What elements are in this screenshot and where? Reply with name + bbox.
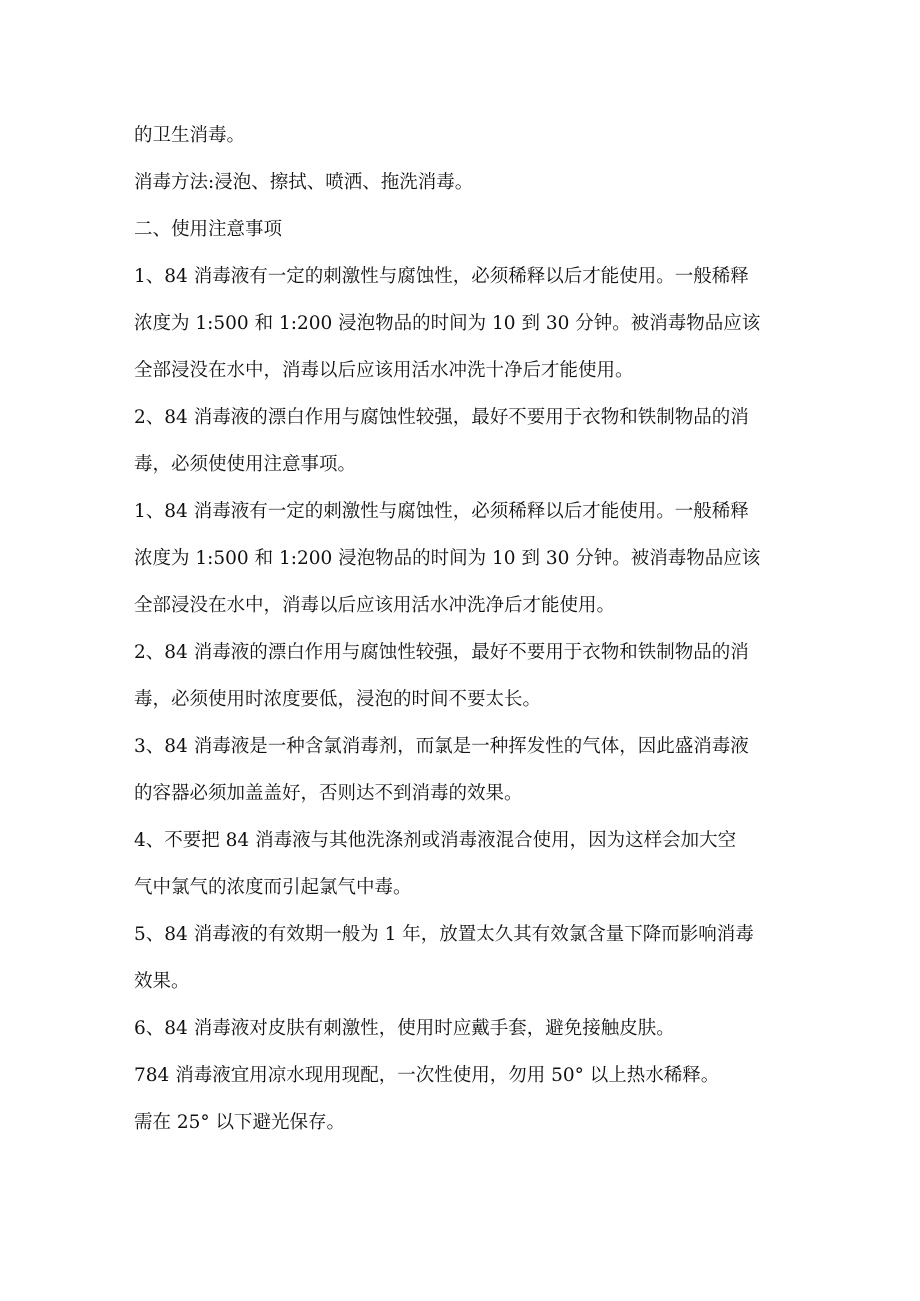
text-line: 的容器必须加盖盖好，否则达不到消毒的效果。 [134, 783, 523, 804]
text-line: 784 消毒液宜用凉水现用现配，一次性使用，勿用 50° 以上热水稀释。 [134, 1065, 720, 1086]
text-line: 2、84 消毒液的漂白作用与腐蚀性较强，最好不要用于衣物和铁制物品的消 [134, 407, 749, 428]
text-line: 效果。 [134, 971, 190, 992]
text-line: 4、不要把 84 消毒液与其他洗涤剂或消毒液混合使用，因为这样会加大空 [134, 830, 737, 851]
text-line: 的卫生消毒。 [134, 125, 246, 146]
text-line: 浓度为 1:500 和 1:200 浸泡物品的时间为 10 到 30 分钟。被消毒物品应该 [134, 313, 761, 334]
text-line: 气中氯气的浓度而引起氯气中毒。 [134, 877, 412, 898]
text-line: 全部浸没在水中，消毒以后应该用活水冲洗净后才能使用。 [134, 595, 616, 616]
text-line: 2、84 消毒液的漂白作用与腐蚀性较强，最好不要用于衣物和铁制物品的消 [134, 642, 749, 663]
text-line: 浓度为 1:500 和 1:200 浸泡物品的时间为 10 到 30 分钟。被消毒物品应该 [134, 548, 761, 569]
text-line: 需在 25° 以下避光保存。 [134, 1112, 346, 1133]
text-line: 毒，必须使使用注意事项。 [134, 454, 357, 475]
section-heading: 二、使用注意事项 [134, 219, 283, 240]
text-line: 全部浸没在水中，消毒以后应该用活水冲洗十净后才能使用。 [134, 360, 634, 381]
text-line: 6、84 消毒液对皮肤有刺激性，使用时应戴手套，避免接触皮肤。 [134, 1018, 675, 1039]
text-line: 5、84 消毒液的有效期一般为 1 年，放置太久其有效氯含量下降而影响消毒 [134, 924, 754, 945]
document-body [134, 112, 814, 1146]
text-line: 毒，必须使用时浓度要低，浸泡的时间不要太长。 [134, 689, 542, 710]
text-line: 消毒方法:浸泡、擦拭、喷洒、拖洗消毒。 [134, 172, 474, 193]
text-line: 3、84 消毒液是一种含氯消毒剂，而氯是一种挥发性的气体，因此盛消毒液 [134, 736, 749, 757]
text-line: 1、84 消毒液有一定的刺激性与腐蚀性，必须稀释以后才能使用。一般稀释 [134, 266, 749, 287]
text-line: 1、84 消毒液有一定的刺激性与腐蚀性，必须稀释以后才能使用。一般稀释 [134, 501, 749, 522]
